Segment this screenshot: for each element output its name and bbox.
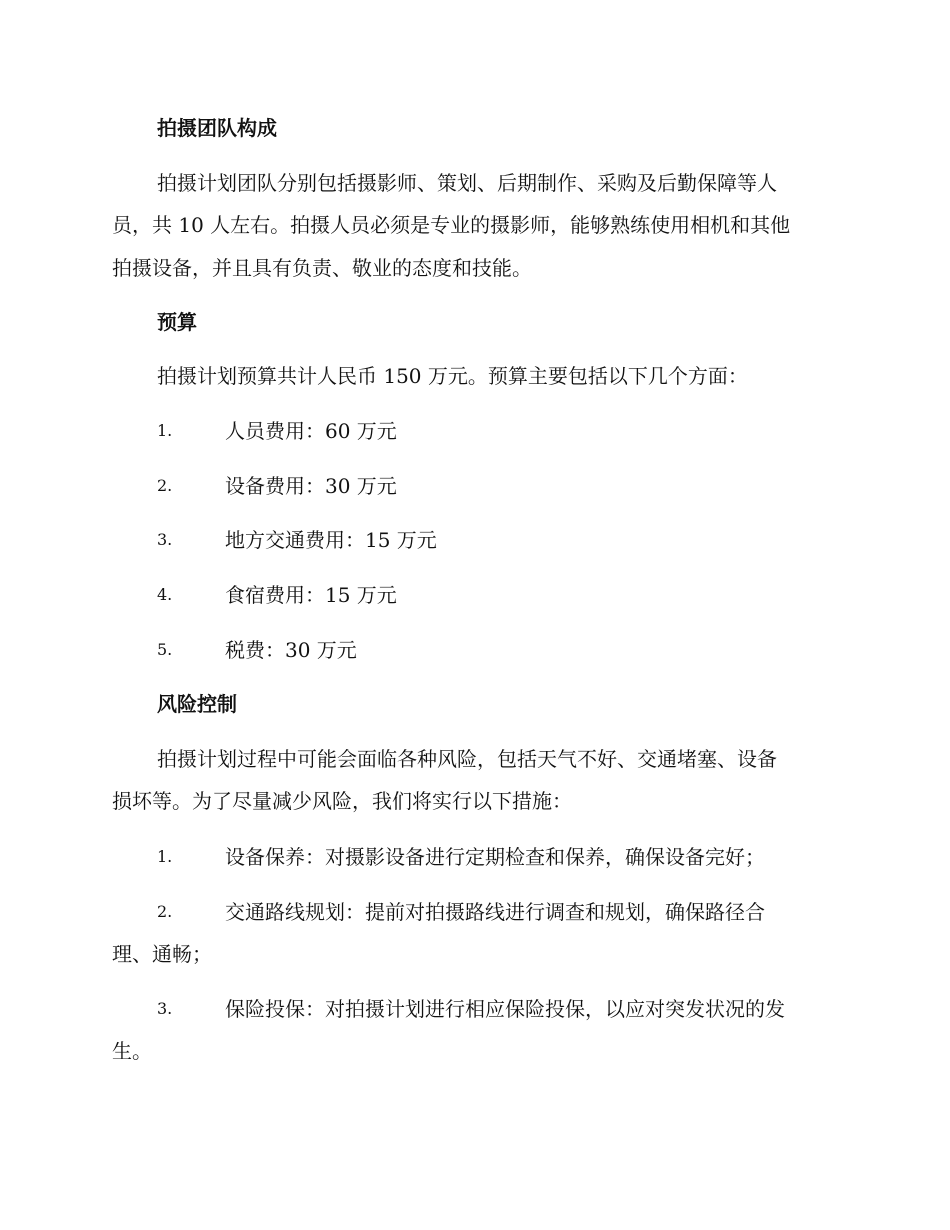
list-item: 地方交通费用：15 万元 [225, 528, 437, 552]
list-item: 食宿费用：15 万元 [225, 583, 397, 607]
list-item: 税费：30 万元 [225, 638, 357, 662]
paragraph-line: 损坏等。为了尽量减少风险，我们将实行以下措施： [112, 789, 572, 813]
list-item: 保险投保：对拍摄计划进行相应保险投保，以应对突发状况的发 [225, 997, 785, 1021]
list-item-continuation: 生。 [112, 1039, 152, 1063]
list-item: 人员费用：60 万元 [225, 419, 397, 443]
list-item: 交通路线规划：提前对拍摄路线进行调查和规划，确保路径合 [225, 900, 765, 924]
list-item-continuation: 理、通畅； [112, 942, 212, 966]
list-item: 设备费用：30 万元 [225, 474, 397, 498]
list-item: 设备保养：对摄影设备进行定期检查和保养，确保设备完好； [225, 845, 765, 869]
paragraph-line: 拍摄计划预算共计人民币 150 万元。预算主要包括以下几个方面： [157, 364, 748, 388]
list-number: 5. [157, 640, 173, 659]
list-number: 1. [157, 847, 173, 866]
paragraph-line: 拍摄计划过程中可能会面临各种风险，包括天气不好、交通堵塞、设备 [157, 747, 777, 771]
paragraph-line: 拍摄设备，并且具有负责、敬业的态度和技能。 [112, 256, 532, 280]
section-heading-risk: 风险控制 [157, 692, 237, 716]
paragraph-line: 员，共 10 人左右。拍摄人员必须是专业的摄影师，能够熟练使用相机和其他 [112, 213, 791, 237]
paragraph-line: 拍摄计划团队分别包括摄影师、策划、后期制作、采购及后勤保障等人 [157, 171, 777, 195]
list-number: 1. [157, 421, 173, 440]
section-heading-budget: 预算 [157, 310, 197, 334]
list-number: 3. [157, 999, 173, 1018]
list-number: 2. [157, 476, 173, 495]
section-heading-team: 拍摄团队构成 [157, 116, 277, 140]
list-number: 4. [157, 585, 173, 604]
list-number: 2. [157, 902, 173, 921]
list-number: 3. [157, 530, 173, 549]
